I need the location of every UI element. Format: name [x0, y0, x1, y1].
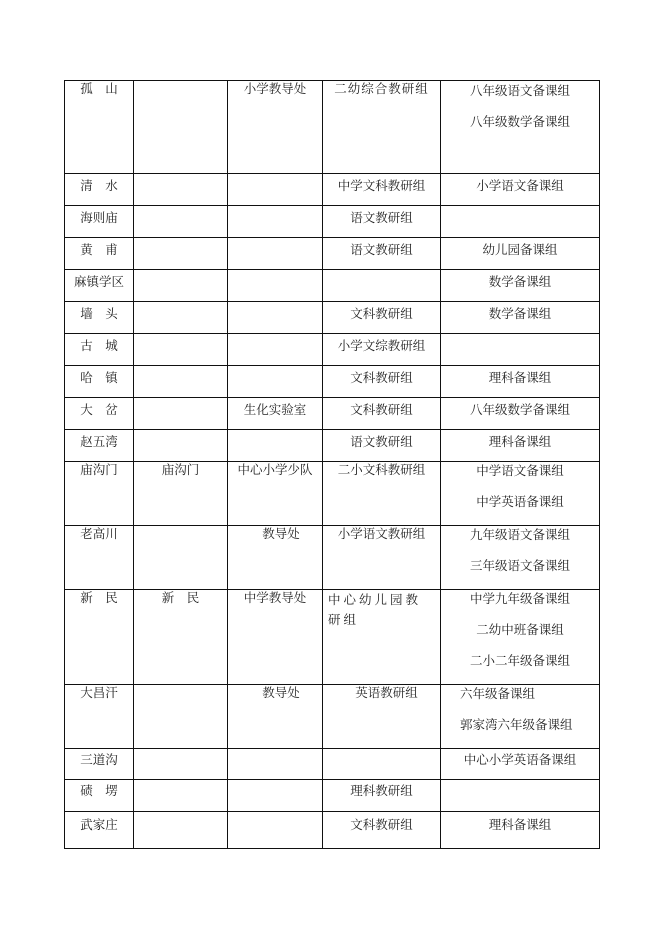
cell-town: 新 民	[65, 590, 134, 685]
prep-group: 二小二年级备课组	[469, 653, 570, 668]
cell-research-group: 文科教研组	[323, 812, 441, 849]
table-row	[65, 590, 600, 685]
cell-col2: 新 民	[134, 590, 228, 685]
table-row	[65, 398, 600, 430]
prep-group: 中学九年级备课组	[469, 591, 570, 606]
cell-col2	[134, 334, 228, 366]
table-row	[65, 526, 600, 590]
cell-prep-groups: 理科备课组	[441, 366, 600, 398]
research-group-text: 中心幼儿园教研组	[328, 592, 422, 627]
prep-group: 中学英语备课组	[476, 494, 564, 509]
table-row	[65, 812, 600, 849]
table-row	[65, 238, 600, 270]
cell-col2	[134, 812, 228, 849]
cell-research-group	[323, 590, 441, 685]
cell-office: 生化实验室	[228, 398, 323, 430]
prep-group: 八年级语文备课组	[469, 83, 570, 98]
table-row	[65, 749, 600, 780]
cell-col2	[134, 366, 228, 398]
cell-research-group: 语文教研组	[323, 238, 441, 270]
cell-office: 中学教导处	[228, 590, 323, 685]
prep-group: 中学语文备课组	[476, 463, 564, 478]
cell-prep-groups	[441, 206, 600, 238]
cell-prep-groups: 八年级数学备课组	[441, 398, 600, 430]
cell-town: 麻镇学区	[65, 270, 134, 302]
table-row	[65, 174, 600, 206]
cell-research-group: 理科教研组	[323, 780, 441, 812]
cell-col2	[134, 749, 228, 780]
cell-prep-groups	[441, 526, 600, 590]
table-row	[65, 366, 600, 398]
prep-group: 九年级语文备课组	[469, 527, 570, 542]
cell-prep-groups	[441, 685, 600, 749]
cell-prep-groups: 理科备课组	[441, 812, 600, 849]
cell-prep-groups	[441, 590, 600, 685]
table-row	[65, 206, 600, 238]
cell-research-group: 中学文科教研组	[323, 174, 441, 206]
cell-research-group: 文科教研组	[323, 398, 441, 430]
cell-prep-groups: 数学备课组	[441, 270, 600, 302]
cell-prep-groups	[441, 81, 600, 174]
cell-town: 海则庙	[65, 206, 134, 238]
cell-prep-groups: 中心小学英语备课组	[441, 749, 600, 780]
cell-research-group: 语文教研组	[323, 206, 441, 238]
cell-col2	[134, 81, 228, 174]
cell-town: 赵五湾	[65, 430, 134, 462]
cell-office	[228, 270, 323, 302]
cell-col2	[134, 780, 228, 812]
table-row	[65, 302, 600, 334]
table-row	[65, 685, 600, 749]
prep-group: 郭家湾六年级备课组	[460, 717, 573, 732]
table-row	[65, 270, 600, 302]
cell-research-group: 小学文综教研组	[323, 334, 441, 366]
prep-group: 八年级数学备课组	[469, 114, 570, 129]
cell-town: 墙 头	[65, 302, 134, 334]
cell-research-group: 二幼综合教研组	[323, 81, 441, 174]
cell-office	[228, 812, 323, 849]
cell-town: 庙沟门	[65, 462, 134, 526]
cell-town: 武家庄	[65, 812, 134, 849]
cell-town: 黄 甫	[65, 238, 134, 270]
cell-col2	[134, 302, 228, 334]
cell-research-group: 小学语文教研组	[323, 526, 441, 590]
cell-office: 教导处	[228, 685, 323, 749]
cell-office: 中心小学少队	[228, 462, 323, 526]
cell-town: 大昌汗	[65, 685, 134, 749]
table-row	[65, 81, 600, 174]
cell-prep-groups: 数学备课组	[441, 302, 600, 334]
cell-office	[228, 238, 323, 270]
table-row	[65, 462, 600, 526]
cell-office	[228, 334, 323, 366]
cell-col2	[134, 238, 228, 270]
cell-town: 哈 镇	[65, 366, 134, 398]
cell-col2	[134, 206, 228, 238]
school-groups-table	[64, 80, 600, 849]
cell-town: 老高川	[65, 526, 134, 590]
cell-town: 三道沟	[65, 749, 134, 780]
cell-research-group: 文科教研组	[323, 366, 441, 398]
cell-office	[228, 366, 323, 398]
cell-prep-groups	[441, 780, 600, 812]
cell-research-group	[323, 270, 441, 302]
cell-office	[228, 302, 323, 334]
cell-research-group: 二小文科教研组	[323, 462, 441, 526]
cell-town: 古 城	[65, 334, 134, 366]
cell-town: 清 水	[65, 174, 134, 206]
cell-col2	[134, 174, 228, 206]
cell-col2	[134, 270, 228, 302]
cell-town: 大 岔	[65, 398, 134, 430]
table-row	[65, 430, 600, 462]
table-row	[65, 780, 600, 812]
cell-prep-groups	[441, 334, 600, 366]
cell-col2	[134, 685, 228, 749]
cell-office	[228, 206, 323, 238]
cell-town: 孤 山	[65, 81, 134, 174]
cell-office	[228, 749, 323, 780]
cell-prep-groups: 小学语文备课组	[441, 174, 600, 206]
cell-col2	[134, 430, 228, 462]
cell-prep-groups	[441, 462, 600, 526]
cell-prep-groups: 幼儿园备课组	[441, 238, 600, 270]
cell-office: 小学教导处	[228, 81, 323, 174]
cell-research-group: 英语教研组	[323, 685, 441, 749]
table-row	[65, 334, 600, 366]
cell-research-group: 文科教研组	[323, 302, 441, 334]
cell-col2	[134, 526, 228, 590]
cell-col2: 庙沟门	[134, 462, 228, 526]
cell-office: 教导处	[228, 526, 323, 590]
prep-group: 二幼中班备课组	[476, 622, 564, 637]
cell-town: 碛 塄	[65, 780, 134, 812]
cell-prep-groups: 理科备课组	[441, 430, 600, 462]
cell-office	[228, 174, 323, 206]
cell-research-group	[323, 749, 441, 780]
prep-group: 三年级语文备课组	[469, 558, 570, 573]
cell-research-group: 语文教研组	[323, 430, 441, 462]
cell-office	[228, 430, 323, 462]
prep-group: 六年级备课组	[460, 686, 536, 701]
cell-col2	[134, 398, 228, 430]
cell-office	[228, 780, 323, 812]
